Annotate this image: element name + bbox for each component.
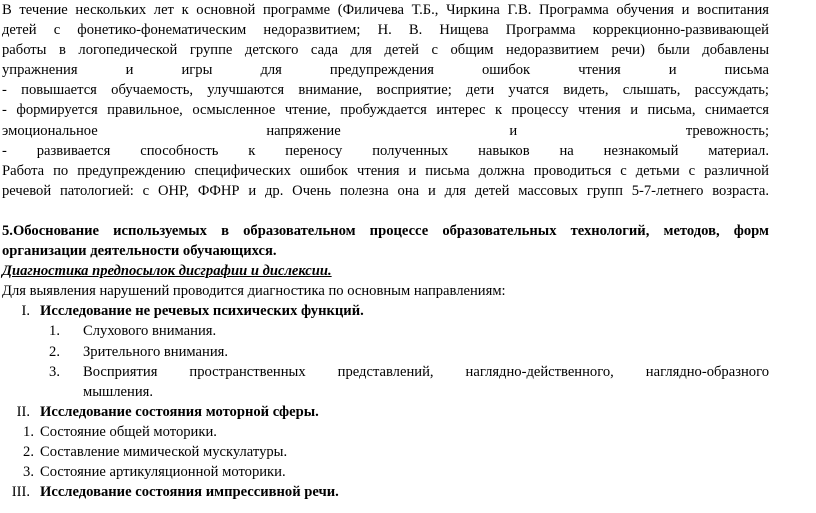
list-item	[2, 462, 769, 482]
section-heading: 5.Обоснование используемых в образовательном процессе образовательных технологий, методов, форм	[2, 222, 769, 239]
list-text: Зрительного внимания.	[83, 343, 228, 360]
list-item	[2, 482, 769, 502]
list-title: Исследование состояния импрессивной речи.	[40, 484, 339, 501]
paragraph-line: - формируется правильное, осмысленное чтение, пробуждается интерес к процессу чтения и письма, снимается	[2, 102, 769, 119]
paragraph-line: эмоциональное напряжение и тревожность;	[2, 122, 769, 139]
list-marker: 3.	[49, 363, 60, 380]
list-marker: 1.	[49, 323, 60, 340]
list-marker: 3.	[23, 464, 34, 481]
list-marker: 2.	[49, 343, 60, 360]
list-item	[2, 321, 769, 341]
list-text: Составление мимической мускулатуры.	[40, 443, 288, 460]
list-item	[2, 362, 769, 382]
paragraph-line: Работа по предупреждению специфических ошибок чтения и письма должна проводиться с детьми с различной	[2, 162, 769, 179]
list-marker: 2.	[23, 443, 34, 460]
paragraph-line: работы в логопедической группе детского сада для детей с общим недоразвитием речи) были добавлены	[2, 42, 769, 59]
paragraph-line: речевой патологией: с ОНР, ФФНР и др. Очень полезна она и для детей массовых групп 5-7-летнего возраста.	[2, 182, 769, 199]
paragraph-line: детей с фонетико-фонематическим недоразвитием; Н. В. Нищева Программа коррекционно-развивающей	[2, 22, 769, 39]
blank-line	[2, 201, 769, 221]
paragraph-line: В течение нескольких лет к основной программе (Филичева Т.Б., Чиркина Г.В. Программа обучения и воспитания	[2, 2, 769, 18]
list-marker: II.	[16, 403, 30, 420]
list-item	[2, 301, 769, 321]
paragraph-line: - развивается способность к переносу полученных навыков на незнакомый материал.	[2, 142, 769, 159]
list-text: Состояние общей моторики.	[40, 423, 217, 440]
paragraph-line: - повышается обучаемость, улучшаются внимание, восприятие; дети учатся видеть, слышать, рассуждать;	[2, 82, 769, 99]
list-item	[2, 342, 769, 362]
list-text: Слухового внимания.	[83, 323, 217, 340]
list-item	[2, 442, 769, 462]
list-item	[2, 422, 769, 442]
list-item	[2, 402, 769, 422]
intro-text: Для выявления нарушений проводится диагностика по основным направлениям:	[2, 283, 506, 300]
list-item-cont	[2, 382, 769, 402]
list-title: Исследование состояния моторной сферы.	[40, 403, 319, 420]
list-text-cont: мышления.	[83, 383, 154, 400]
subheading: Диагностика предпосылок дисграфии и дислексии.	[2, 263, 332, 280]
list-marker: I.	[21, 303, 30, 320]
list-marker: 1.	[23, 423, 34, 440]
paragraph-line: упражнения и игры для предупреждения ошибок чтения и письма	[2, 62, 769, 79]
document-page	[2, 0, 769, 502]
section-heading-cont: организации деятельности обучающихся.	[2, 243, 277, 260]
list-marker: III.	[11, 484, 30, 501]
list-text: Восприятия пространственных представлений, наглядно-действенного, наглядно-образного	[83, 363, 769, 380]
list-text: Состояние артикуляционной моторики.	[40, 464, 286, 481]
list-title: Исследование не речевых психических функций.	[40, 303, 364, 320]
